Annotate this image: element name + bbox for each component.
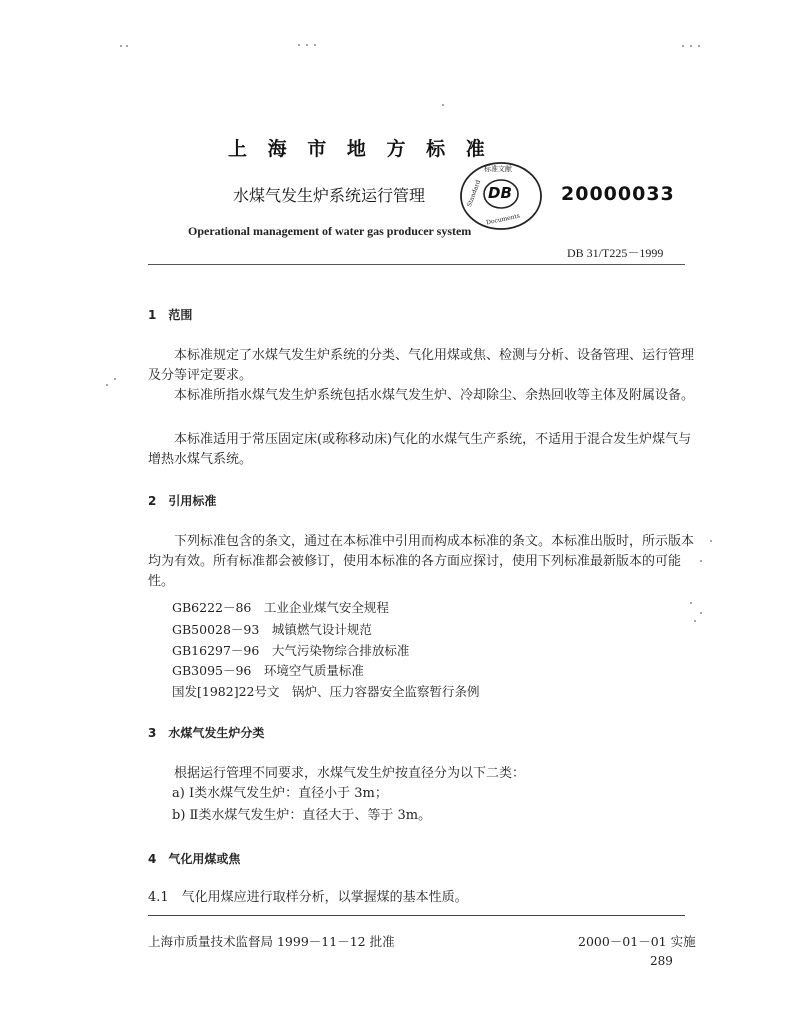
section-1-paragraph: 本标准适用于常压固定床(或称移动床)气化的水煤气生产系统，不适用于混合发生炉煤气与增热水煤气系统。 (148, 432, 692, 467)
section-1-paragraph: 本标准所指水煤气发生炉系统包括水煤气发生炉、冷却除尘、余热回收等主体及附属设备。 (174, 388, 695, 403)
standards-stamp (458, 160, 544, 232)
footer-rule (148, 915, 685, 916)
stamp-center-mark: DB (488, 184, 512, 202)
stamp-ring-left: Standard (465, 179, 483, 208)
document-title: 水煤气发生炉系统运行管理 (233, 186, 426, 205)
header-rule (148, 264, 685, 265)
page-number: 289 (650, 954, 673, 968)
section-4-heading: 4 气化用煤或焦 (148, 852, 241, 866)
reference-item: GB3095－96 环境空气质量标准 (172, 663, 364, 678)
classification-item: a) Ⅰ类水煤气发生炉：直径小于 3m； (172, 786, 388, 801)
reference-item: 国发[1982]22号文 锅炉、压力容器安全监察暂行条例 (172, 684, 480, 699)
classification-item: b) Ⅱ类水煤气发生炉：直径大于、等于 3m。 (172, 808, 432, 823)
section-2-heading: 2 引用标准 (148, 494, 217, 508)
standard-number: 20000033 (561, 183, 675, 205)
english-title: Operational management of water gas producer system (188, 224, 472, 238)
stamp-ring-top: 标准文献 (484, 165, 512, 173)
section-2-intro: 下列标准包含的条文，通过在本标准中引用而构成本标准的条文。本标准出版时，所示版本均为有效。所有标准都会被修订，使用本标准的各方面应探讨，使用下列标准最新版本的可能性。 (148, 534, 695, 589)
approval-line: 上海市质量技术监督局 1999－11－12 批准 (148, 934, 395, 949)
section-1-paragraph: 本标准规定了水煤气发生炉系统的分类、气化用煤或焦、检测与分析、设备管理、运行管理及分等评定要求。 (148, 348, 695, 383)
standard-code: DB 31/T225－1999 (567, 246, 664, 260)
section-4-1-text: 4.1 气化用煤应进行取样分析，以掌握煤的基本性质。 (148, 890, 468, 905)
section-1-heading: 1 范围 (148, 308, 193, 322)
section-3-intro: 根据运行管理不同要求，水煤气发生炉按直径分为以下二类： (174, 766, 526, 781)
reference-item: GB16297－96 大气污染物综合排放标准 (172, 643, 410, 658)
reference-item: GB6222－86 工业企业煤气安全规程 (172, 600, 389, 615)
implementation-date: 2000－01－01 实施 (578, 934, 696, 949)
reference-item: GB50028－93 城镇燃气设计规范 (172, 622, 372, 637)
issuing-authority: 上 海 市 地 方 标 准 (228, 138, 492, 160)
section-3-heading: 3 水煤气发生炉分类 (148, 726, 265, 740)
stamp-ring-bottom: Documents (485, 212, 521, 227)
